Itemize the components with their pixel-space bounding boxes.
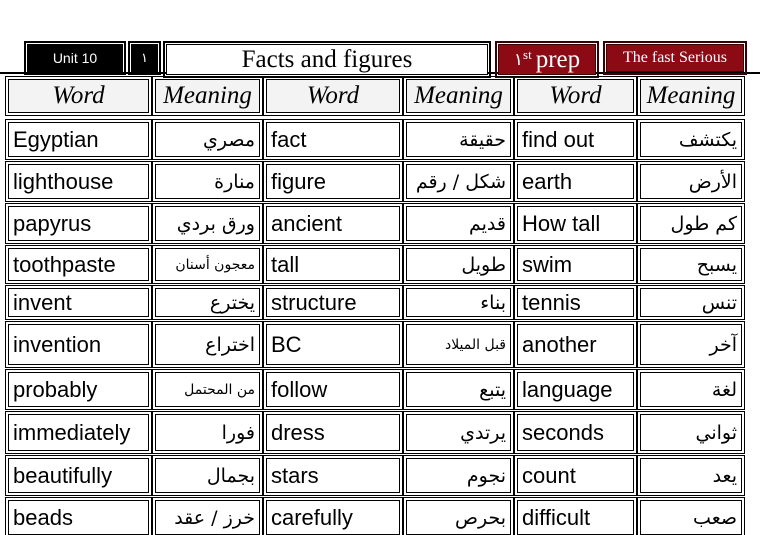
vocab-word: Egyptian — [8, 122, 149, 157]
vocab-word: papyrus — [8, 206, 149, 241]
grade-number: ١ — [513, 49, 524, 70]
vocab-word: structure — [266, 288, 400, 317]
vocab-meaning: مصري — [155, 122, 260, 157]
vocab-word: toothpaste — [8, 248, 149, 281]
vocab-meaning: صعب — [640, 500, 742, 535]
vocab-meaning: لغة — [640, 372, 742, 407]
vocab-meaning: ورق بردي — [155, 206, 260, 241]
column-header-meaning: Meaning — [155, 79, 260, 113]
vocab-word: stars — [266, 458, 400, 493]
vocab-word: tennis — [517, 288, 634, 317]
grade-badge — [498, 44, 596, 75]
vocab-word: BC — [266, 324, 400, 365]
column-header-word: Word — [517, 79, 634, 113]
vocab-meaning: يعد — [640, 458, 742, 493]
unit-label: Unit 10 — [27, 44, 123, 72]
vocab-word: another — [517, 324, 634, 365]
vocab-meaning: كم طول — [640, 206, 742, 241]
vocab-word: beads — [8, 500, 149, 535]
vocab-meaning: يخترع — [155, 288, 260, 317]
vocab-meaning: شكل / رقم — [406, 164, 511, 199]
vocab-word: lighthouse — [8, 164, 149, 199]
vocab-word: seconds — [517, 414, 634, 451]
vocab-meaning: قديم — [406, 206, 511, 241]
vocab-meaning: يتبع — [406, 372, 511, 407]
vocab-word: immediately — [8, 414, 149, 451]
vocab-meaning: نجوم — [406, 458, 511, 493]
vocab-meaning: يكتشف — [640, 122, 742, 157]
vocab-meaning: الأرض — [640, 164, 742, 199]
vocab-word: difficult — [517, 500, 634, 535]
column-header-meaning: Meaning — [406, 79, 511, 113]
vocab-word: count — [517, 458, 634, 493]
vocab-word: swim — [517, 248, 634, 281]
vocab-meaning: طويل — [406, 248, 511, 281]
vocab-word: fact — [266, 122, 400, 157]
vocab-word: invent — [8, 288, 149, 317]
series-badge: The fast Serious — [606, 44, 744, 72]
vocab-word: earth — [517, 164, 634, 199]
vocab-word: tall — [266, 248, 400, 281]
column-header-word: Word — [8, 79, 149, 113]
vocab-meaning: بحرص — [406, 500, 511, 535]
vocab-meaning: يسبح — [640, 248, 742, 281]
vocab-meaning: قبل الميلاد — [406, 324, 511, 365]
vocab-meaning: فورا — [155, 414, 260, 451]
vocab-meaning: ثواني — [640, 414, 742, 451]
vocab-meaning: آخر — [640, 324, 742, 365]
vocab-word: beautifully — [8, 458, 149, 493]
vocab-meaning: منارة — [155, 164, 260, 199]
column-header-word: Word — [266, 79, 400, 113]
page-number: ١ — [131, 44, 158, 72]
vocab-meaning: بناء — [406, 288, 511, 317]
vocab-word: How tall — [517, 206, 634, 241]
column-header-meaning: Meaning — [640, 79, 742, 113]
vocab-word: find out — [517, 122, 634, 157]
vocab-word: carefully — [266, 500, 400, 535]
vocab-word: invention — [8, 324, 149, 365]
vocab-meaning: بجمال — [155, 458, 260, 493]
vocab-word: figure — [266, 164, 400, 199]
vocab-word: language — [517, 372, 634, 407]
vocab-meaning: معجون أسنان — [155, 248, 260, 281]
vocab-meaning: تنس — [640, 288, 742, 317]
vocab-meaning: اختراع — [155, 324, 260, 365]
vocab-meaning: حقيقة — [406, 122, 511, 157]
vocab-word: follow — [266, 372, 400, 407]
vocab-word: probably — [8, 372, 149, 407]
vocab-meaning: يرتدي — [406, 414, 511, 451]
vocab-word: dress — [266, 414, 400, 451]
grade-word: prep — [535, 45, 581, 73]
grade-suffix: st — [523, 47, 532, 62]
vocab-meaning: من المحتمل — [155, 372, 260, 407]
page-title: Facts and figures — [166, 44, 488, 75]
vocab-word: ancient — [266, 206, 400, 241]
vocab-meaning: خرز / عقد — [155, 500, 260, 535]
